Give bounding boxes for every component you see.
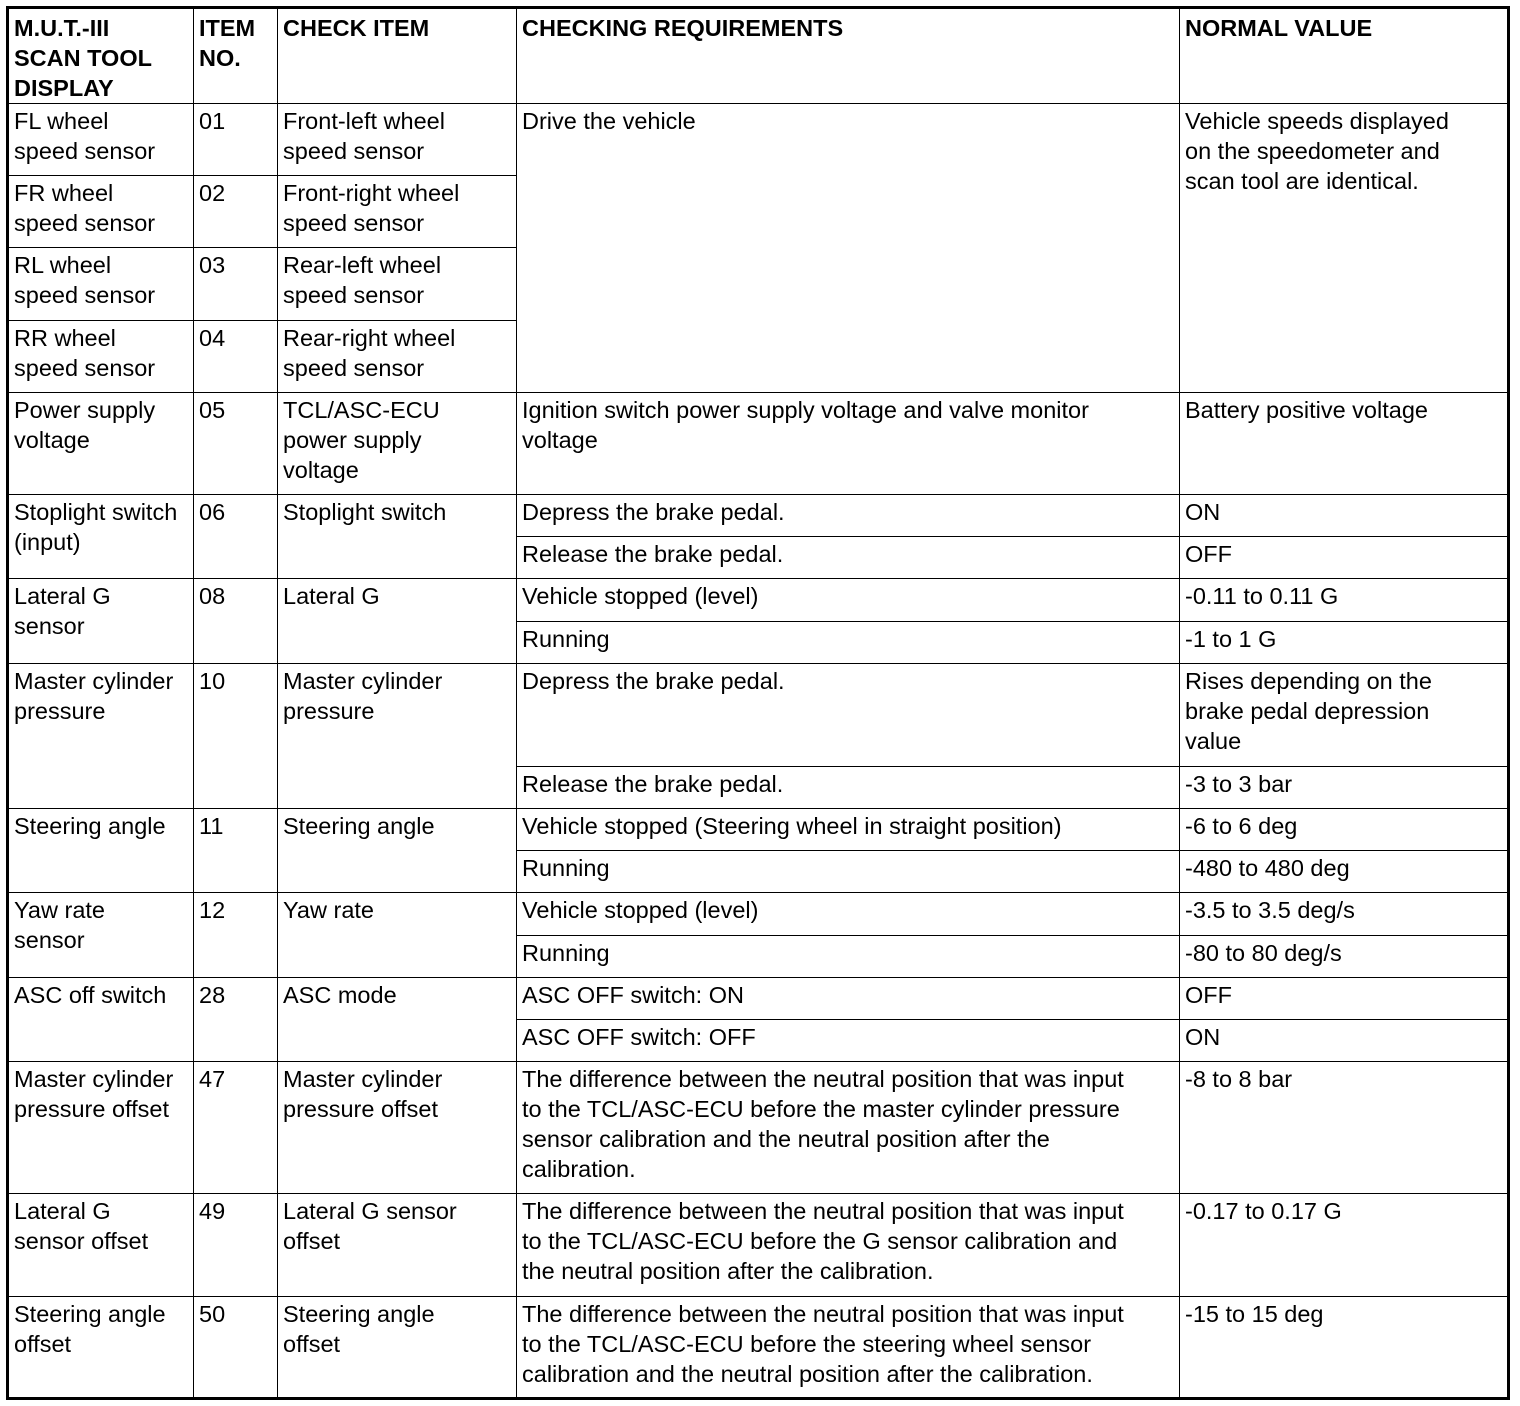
normal-value-cell: -480 to 480 deg <box>1180 851 1509 893</box>
check-item-cell: Lateral G <box>278 579 517 663</box>
requirement-cell: Running <box>517 621 1180 663</box>
item-no-cell: 06 <box>194 495 278 579</box>
scan-tool-data-table <box>6 6 1510 1400</box>
header-scan-tool-display: M.U.T.-III SCAN TOOL DISPLAY <box>8 8 194 104</box>
item-no-cell: 47 <box>194 1061 278 1193</box>
item-no-cell: 10 <box>194 663 278 808</box>
item-no-cell: 50 <box>194 1296 278 1398</box>
display-cell: Yaw rate sensor <box>8 893 194 977</box>
item-no-cell: 28 <box>194 977 278 1061</box>
display-cell: Master cylinder pressure offset <box>8 1061 194 1193</box>
check-item-cell: Steering angle <box>278 809 517 893</box>
normal-value-cell: -15 to 15 deg <box>1180 1296 1509 1398</box>
header-row <box>8 8 1509 104</box>
check-item-cell: Master cylinder pressure <box>278 663 517 808</box>
requirement-cell: The difference between the neutral position that was input to the TCL/ASC-ECU before the steering wheel sensor calibration and the neutral position after the calibration. <box>517 1296 1180 1398</box>
normal-value-cell: Battery positive voltage <box>1180 392 1509 494</box>
table-row <box>8 495 1509 537</box>
normal-value-cell: ON <box>1180 1019 1509 1061</box>
display-cell: FL wheel speed sensor <box>8 104 194 176</box>
requirement-cell: Ignition switch power supply voltage and valve monitor voltage <box>517 392 1180 494</box>
check-item-cell: Rear-left wheel speed sensor <box>278 248 517 320</box>
check-item-cell: Master cylinder pressure offset <box>278 1061 517 1193</box>
requirement-cell: The difference between the neutral position that was input to the TCL/ASC-ECU before the G sensor calibration and the neutral position after the calibration. <box>517 1194 1180 1296</box>
header-item-no: ITEM NO. <box>194 8 278 104</box>
item-no-cell: 49 <box>194 1194 278 1296</box>
check-item-cell: Front-left wheel speed sensor <box>278 104 517 176</box>
check-item-cell: Steering angle offset <box>278 1296 517 1398</box>
item-no-cell: 08 <box>194 579 278 663</box>
check-item-cell: Stoplight switch <box>278 495 517 579</box>
normal-value-cell: Vehicle speeds displayed on the speedometer and scan tool are identical. <box>1180 104 1509 393</box>
requirement-cell: Running <box>517 935 1180 977</box>
display-cell: ASC off switch <box>8 977 194 1061</box>
requirement-cell: Vehicle stopped (level) <box>517 579 1180 621</box>
normal-value-cell: -8 to 8 bar <box>1180 1061 1509 1193</box>
requirement-cell: ASC OFF switch: OFF <box>517 1019 1180 1061</box>
item-no-cell: 12 <box>194 893 278 977</box>
display-cell: Lateral G sensor offset <box>8 1194 194 1296</box>
item-no-cell: 11 <box>194 809 278 893</box>
display-cell: Steering angle offset <box>8 1296 194 1398</box>
display-cell: RL wheel speed sensor <box>8 248 194 320</box>
display-cell: Lateral G sensor <box>8 579 194 663</box>
display-cell: Steering angle <box>8 809 194 893</box>
normal-value-cell: OFF <box>1180 977 1509 1019</box>
item-no-cell: 04 <box>194 320 278 392</box>
requirement-cell: Running <box>517 851 1180 893</box>
requirement-cell: The difference between the neutral position that was input to the TCL/ASC-ECU before the master cylinder pressure sensor calibration and the neutral position after the calibration. <box>517 1061 1180 1193</box>
requirement-cell: Depress the brake pedal. <box>517 663 1180 766</box>
normal-value-cell: -80 to 80 deg/s <box>1180 935 1509 977</box>
normal-value-cell: -3.5 to 3.5 deg/s <box>1180 893 1509 935</box>
normal-value-cell: Rises depending on the brake pedal depression value <box>1180 663 1509 766</box>
normal-value-cell: -6 to 6 deg <box>1180 809 1509 851</box>
normal-value-cell: -3 to 3 bar <box>1180 767 1509 809</box>
table-row <box>8 977 1509 1019</box>
requirement-cell: Depress the brake pedal. <box>517 495 1180 537</box>
display-cell: Stoplight switch (input) <box>8 495 194 579</box>
table-row <box>8 579 1509 621</box>
header-checking-requirements: CHECKING REQUIREMENTS <box>517 8 1180 104</box>
normal-value-cell: OFF <box>1180 537 1509 579</box>
requirement-cell: Vehicle stopped (level) <box>517 893 1180 935</box>
requirement-cell: Release the brake pedal. <box>517 537 1180 579</box>
normal-value-cell: -0.17 to 0.17 G <box>1180 1194 1509 1296</box>
requirement-cell: ASC OFF switch: ON <box>517 977 1180 1019</box>
check-item-cell: Yaw rate <box>278 893 517 977</box>
item-no-cell: 01 <box>194 104 278 176</box>
display-cell: RR wheel speed sensor <box>8 320 194 392</box>
item-no-cell: 05 <box>194 392 278 494</box>
check-item-cell: Lateral G sensor offset <box>278 1194 517 1296</box>
check-item-cell: Front-right wheel speed sensor <box>278 176 517 248</box>
normal-value-cell: ON <box>1180 495 1509 537</box>
display-cell: Power supply voltage <box>8 392 194 494</box>
check-item-cell: Rear-right wheel speed sensor <box>278 320 517 392</box>
normal-value-cell: -0.11 to 0.11 G <box>1180 579 1509 621</box>
table-row <box>8 663 1509 766</box>
table-row <box>8 1061 1509 1193</box>
requirement-cell: Release the brake pedal. <box>517 767 1180 809</box>
display-cell: Master cylinder pressure <box>8 663 194 808</box>
table-row <box>8 1194 1509 1296</box>
table-row <box>8 893 1509 935</box>
table-row <box>8 809 1509 851</box>
requirement-cell: Vehicle stopped (Steering wheel in straight position) <box>517 809 1180 851</box>
item-no-cell: 02 <box>194 176 278 248</box>
table-row <box>8 392 1509 494</box>
display-cell: FR wheel speed sensor <box>8 176 194 248</box>
header-check-item: CHECK ITEM <box>278 8 517 104</box>
table-row <box>8 104 1509 176</box>
requirement-cell: Drive the vehicle <box>517 104 1180 393</box>
item-no-cell: 03 <box>194 248 278 320</box>
check-item-cell: ASC mode <box>278 977 517 1061</box>
check-item-cell: TCL/ASC-ECU power supply voltage <box>278 392 517 494</box>
table-row <box>8 1296 1509 1398</box>
normal-value-cell: -1 to 1 G <box>1180 621 1509 663</box>
header-normal-value: NORMAL VALUE <box>1180 8 1509 104</box>
